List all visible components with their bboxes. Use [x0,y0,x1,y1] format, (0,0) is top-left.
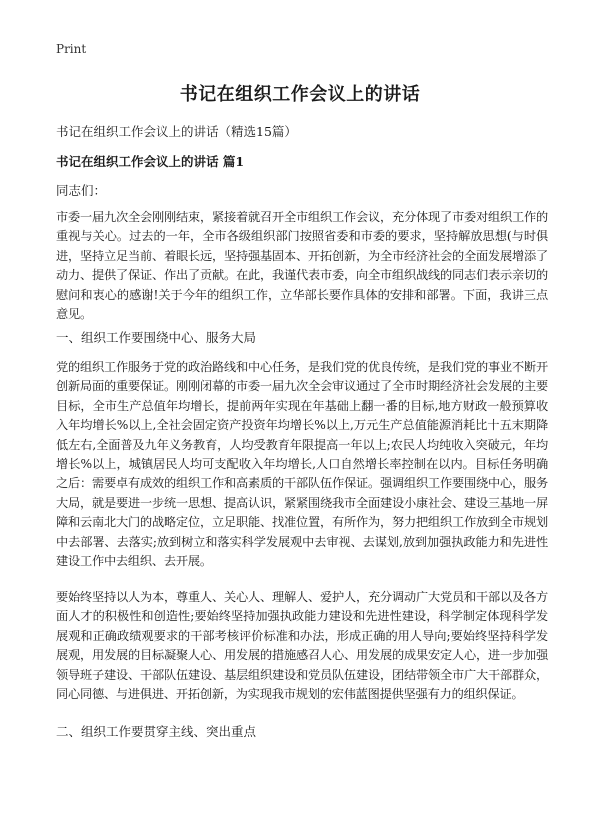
document-title: 书记在组织工作会议上的讲话 [179,84,421,105]
heading-1: 一、组织工作要围绕中心、服务大局 [56,330,257,345]
section-heading: 书记在组织工作会议上的讲话 篇1 [56,154,245,169]
print-link[interactable]: Print [56,42,87,56]
paragraph-2: 党的组织工作服务于党的政治路线和中心任务，是我们党的优良传统，是我们党的事业不断开创新局面的重要保证。刚刚闭幕的市委一届九次全会审议通过了全市时期经济社会发展的主要目标，全市生产总值年均增长，提前两年实现在年基础上翻一番的目标,地方财政一般预算收入年均增长%以上,全社会固定资产投资年均增长%以上,万元生产总值能源消耗比十五末期降低左右,全面普及九年义务教育，人均受教育年限提高一年以上;农民人均纯收入突破元，年均增长%以上，城镇居民人均可支配收入年均增长,人口自然增长率控制在以内。目标任务明确之后：需要卓有成效的组织工作和高素质的干部队伍作保证。强调组织工作要围绕中心，服务大局，就是要进一步统一思想、提高认识，紧紧围绕我市全面建设小康社会、建设三基地一屏障和云南北大门的战略定位，立足职能、找准位置，有所作为，努力把组织工作放到全市规划中去部署、去落实;放到树立和落实科学发展观中去审视、去谋划,放到加强执政能力和先进性建设工作中去组织、去开展。 [56,360,548,569]
greeting: 同志们： [56,183,107,198]
paragraph-3: 要始终坚持以人为本，尊重人、关心人、理解人、爱护人，充分调动广大党员和干部以及各方面人才的积极性和创造性;要始终坚持加强执政能力建设和先进性建设，科学制定体现科学发展观和正确政绩观要求的干部考核评价标准和办法，形成正确的用人导向;要始终坚持科学发展观，用发展的目标凝聚人心、用发展的措施感召人心、用发展的成果安定人心，进一步加强领导班子建设、干部队伍建设、基层组织建设和党员队伍建设，团结带领全市广大干部群众，同心同德、与进俱进、开拓创新，为实现我市规划的宏伟蓝图提供坚强有力的组织保证。 [56,590,548,702]
paragraph-1: 市委一届九次全会刚刚结束，紧接着就召开全市组织工作会议，充分体现了市委对组织工作的重视与关心。过去的一年，全市各级组织部门按照省委和市委的要求，坚持解放思想(与时俱进，坚持立足当前、着眼长远，坚持强基固本、开拓创新，为全市经济社会的全面发展增添了动力、提供了保证、作出了贡献。在此，我谨代表市委，向全市组织战线的同志们表示亲切的慰问和衷心的感谢!关于今年的组织工作，立华部长要作具体的安排和部署。下面，我讲三点意见。 [56,210,548,322]
document-subtitle: 书记在组织工作会议上的讲话（精选15篇） [56,124,297,139]
heading-2: 二、组织工作要贯穿主线、突出重点 [56,724,257,739]
